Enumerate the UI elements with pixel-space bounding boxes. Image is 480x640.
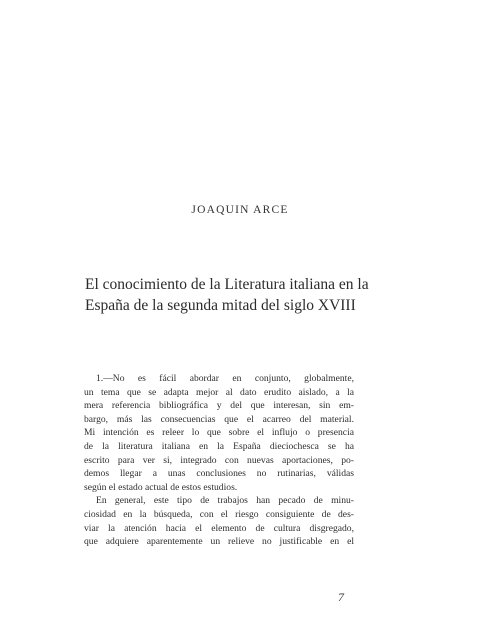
body-line: bargo, más las consecuencias que el acarreo del material. — [84, 413, 354, 425]
body-line: 1.—No es fácil abordar en conjunto, globalmente, — [96, 373, 354, 384]
body-line: viar la atención hacia el elemento de cultura disgregado, — [84, 522, 354, 534]
article-title — [85, 274, 405, 316]
body-line: un tema que se adapta mejor al dato erudito aislado, a la — [84, 386, 354, 398]
body-line: Mi intención es releer lo que sobre el influjo o presencia — [84, 427, 354, 439]
body-line: escrito para ver si, integrado con nuevas aportaciones, po- — [84, 454, 354, 466]
author-name: JOAQUIN ARCE — [191, 204, 289, 216]
body-line: de la literatura italiana en la España dieciochesca se ha — [84, 440, 354, 452]
body-text — [84, 372, 354, 549]
title-line: El conocimiento de la Literatura italiana en la — [85, 276, 369, 293]
body-line: mera referencia bibliográfica y del que interesan, sin em- — [84, 400, 354, 412]
body-line: demos llegar a unas conclusiones no rutinarias, válidas — [84, 468, 354, 480]
title-line: España de la segunda mitad del siglo XVIII — [85, 297, 356, 314]
body-line: ciosidad en la búsqueda, con el riesgo consiguiente de des- — [84, 508, 354, 520]
body-line: según el estado actual de estos estudios. — [84, 481, 238, 493]
body-line: En general, este tipo de trabajos han pecado de minu- — [96, 495, 354, 507]
page-number: 7 — [338, 590, 344, 604]
body-line: que adquiere aparentemente un relieve no justificable en el — [84, 536, 354, 548]
